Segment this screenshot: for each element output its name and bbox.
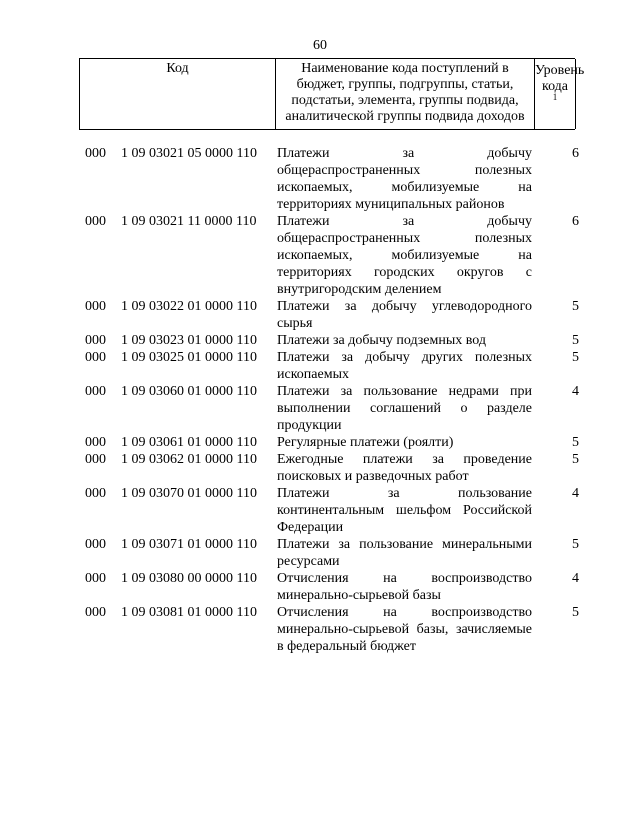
revenue-name: Платежи за добычу подземных вод	[277, 333, 487, 348]
header-code-label: Код	[166, 61, 189, 76]
table-row	[85, 570, 580, 604]
table-row	[85, 451, 580, 485]
revenue-code: 1 09 03023 01 0000 110	[121, 333, 257, 348]
admin-code: 000	[85, 537, 106, 552]
revenue-name: Платежи за пользование минеральными ресурсами	[277, 537, 532, 569]
table-row	[85, 145, 580, 213]
code-level: 5	[572, 605, 579, 620]
table-header	[79, 58, 585, 130]
code-level: 5	[572, 350, 579, 365]
table-row	[85, 298, 580, 332]
table-row	[85, 485, 580, 536]
admin-code: 000	[85, 486, 106, 501]
header-level	[535, 59, 585, 129]
header-level-label	[535, 59, 585, 102]
code-level: 5	[572, 537, 579, 552]
revenue-code: 1 09 03061 01 0000 110	[121, 435, 257, 450]
code-level: 4	[572, 486, 579, 501]
admin-code: 000	[85, 571, 106, 586]
admin-code: 000	[85, 605, 106, 620]
revenue-code: 1 09 03080 00 0000 110	[121, 571, 257, 586]
table-row	[85, 383, 580, 434]
revenue-name: Регулярные платежи (роялти)	[277, 435, 454, 450]
revenue-code: 1 09 03021 11 0000 110	[121, 214, 257, 229]
admin-code: 000	[85, 350, 106, 365]
admin-code: 000	[85, 146, 106, 161]
header-name	[276, 59, 535, 129]
code-level: 5	[572, 452, 579, 467]
code-level: 5	[572, 333, 579, 348]
revenue-name: Платежи за добычу общераспространенных полезных ископаемых, мобилизуемые на территориях муниципальных районов	[277, 146, 532, 212]
revenue-name: Платежи за добычу общераспространенных полезных ископаемых, мобилизуемые на территориях городских округов с внутригородским делением	[277, 214, 532, 297]
header-name-label: Наименование кода поступлений в бюджет, группы, подгруппы, статьи, подстатьи, элемента, группы подвида, аналитической группы подвида доходов	[285, 61, 525, 124]
revenue-code: 1 09 03025 01 0000 110	[121, 350, 257, 365]
admin-code: 000	[85, 435, 106, 450]
page-number: 60	[313, 38, 327, 53]
admin-code: 000	[85, 452, 106, 467]
table-row	[85, 434, 580, 451]
revenue-code: 1 09 03021 05 0000 110	[121, 146, 257, 161]
table-row	[85, 213, 580, 298]
revenue-code: 1 09 03071 01 0000 110	[121, 537, 257, 552]
revenue-code: 1 09 03022 01 0000 110	[121, 299, 257, 314]
code-level: 5	[572, 435, 579, 450]
table-body	[85, 145, 580, 655]
revenue-code: 1 09 03062 01 0000 110	[121, 452, 257, 467]
admin-code: 000	[85, 333, 106, 348]
header-code	[79, 59, 276, 129]
admin-code: 000	[85, 214, 106, 229]
revenue-name: Платежи за пользование континентальным шельфом Российской Федерации	[277, 486, 532, 535]
revenue-name: Платежи за пользование недрами при выполнении соглашений о разделе продукции	[277, 384, 532, 433]
revenue-name: Платежи за добычу других полезных ископаемых	[277, 350, 532, 382]
table-row	[85, 604, 580, 655]
revenue-code: 1 09 03081 01 0000 110	[121, 605, 257, 620]
revenue-name: Платежи за добычу углеводородного сырья	[277, 299, 532, 331]
table-row	[85, 332, 580, 349]
code-level: 6	[572, 146, 579, 161]
table-row	[85, 536, 580, 570]
revenue-name: Отчисления на воспроизводство минерально-сырьевой базы, зачисляемые в федеральный бюджет	[277, 605, 532, 654]
header-level-text: Уровень кода	[535, 63, 585, 94]
code-level: 4	[572, 571, 579, 586]
code-level: 5	[572, 299, 579, 314]
admin-code: 000	[85, 384, 106, 399]
revenue-code: 1 09 03060 01 0000 110	[121, 384, 257, 399]
code-level: 6	[572, 214, 579, 229]
table-row	[85, 349, 580, 383]
revenue-code: 1 09 03070 01 0000 110	[121, 486, 257, 501]
revenue-name: Ежегодные платежи за проведение поисковых и разведочных работ	[277, 452, 532, 484]
revenue-name: Отчисления на воспроизводство минерально-сырьевой базы	[277, 571, 532, 603]
footnote-marker: 1	[552, 92, 558, 102]
code-level: 4	[572, 384, 579, 399]
admin-code: 000	[85, 299, 106, 314]
